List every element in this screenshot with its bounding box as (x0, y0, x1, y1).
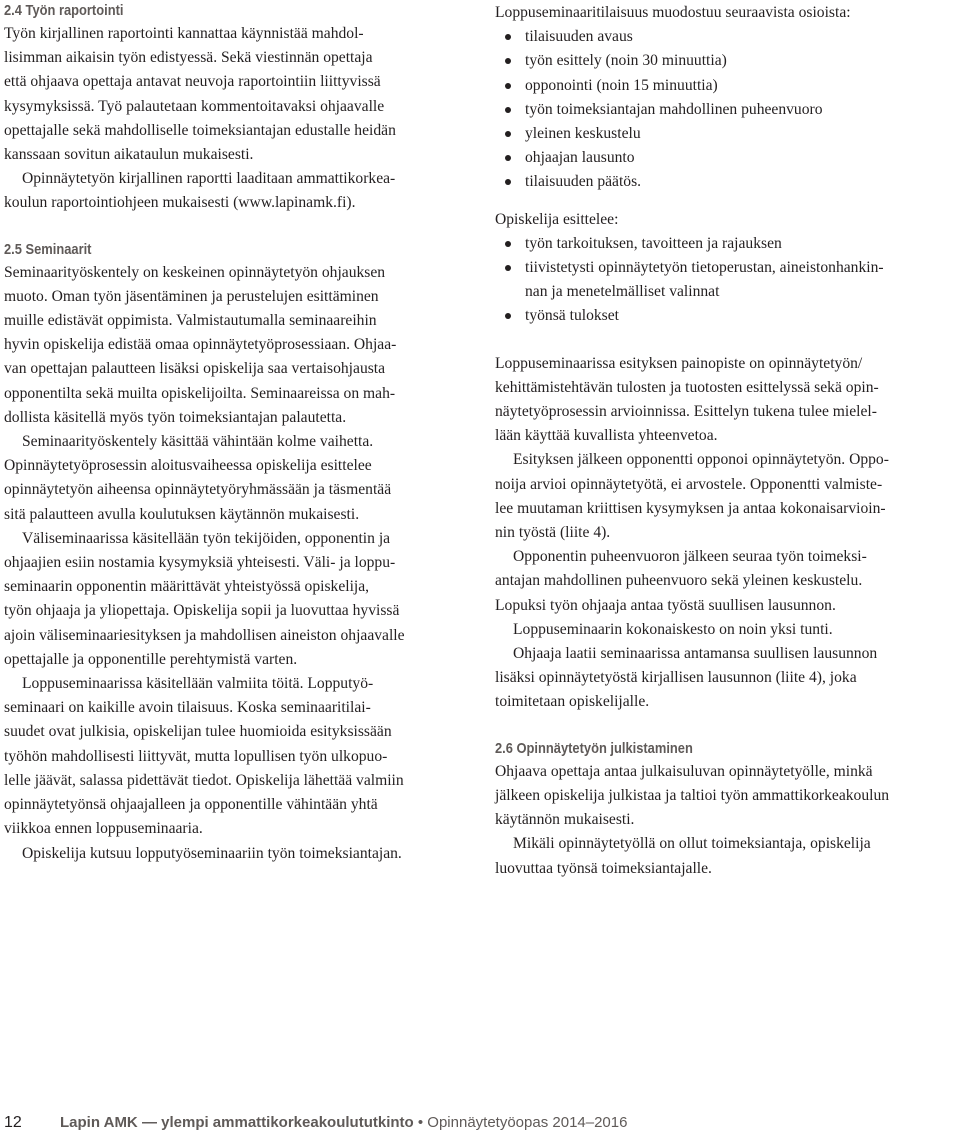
list-intro: Loppuseminaaritilaisuus muodostuu seuraavista osioista: (495, 4, 851, 21)
text-line: Seminaarityöskentely on keskeinen opinnäytetyön ohjauksen (4, 263, 386, 281)
text-line: Opiskelija kutsuu lopputyöseminaariin työn toimeksiantajan. (22, 844, 402, 862)
bullet-icon (505, 241, 511, 247)
text-line: Esityksen jälkeen opponentti opponoi opinnäytetyön. Oppo- (513, 451, 889, 469)
text-line: kysymyksissä. Työ palautetaan kommentoitavaksi ohjaavalle (4, 97, 385, 115)
text-line: lisäksi opinnäytetyöstä kirjallisen lausunnon (liite 4), joka (495, 669, 857, 687)
left-column (4, 0, 470, 866)
footer-text (60, 1114, 627, 1131)
text-line: Ohjaaja laatii seminaarissa antamansa suullisen lausunnon (513, 645, 878, 663)
text-line: lee muutaman kriittisen kysymyksen ja antaa kokonaisarvioin- (495, 499, 886, 517)
text-line: opinnäytetyönsä ohjaajalleen ja opponentille vähintään yhtä (4, 796, 378, 814)
text-line: seminaarin opponentin määrittävät yhteistyössä opiskelija, (4, 578, 370, 596)
list-item: työnsä tulokset (495, 304, 957, 328)
list-item: työn esittely (noin 30 minuuttia) (495, 49, 957, 73)
section-heading-2-5: 2.5 Seminaarit (4, 240, 92, 258)
footer-program: ylempi ammattikorkeakoulututkinto (161, 1114, 414, 1131)
text-line: Opponentin puheenvuoron jälkeen seuraa työn toimeksi- (513, 548, 867, 566)
student-presents-list (495, 232, 957, 329)
text-line: muoto. Oman työn jäsentäminen ja perustelujen esittäminen (4, 287, 379, 305)
text-line: ajoin väliseminaariesityksen ja mahdollisen aineiston ohjaavalle (4, 626, 405, 644)
text-line: ohjaajien esiin nostamia kysymyksiä yhteisesti. Väli- ja loppu- (4, 554, 396, 572)
text-line: kehittämistehtävän tulosten ja tuotosten esittelyssä sekä opin- (495, 378, 879, 396)
text-line: Opinnäytetyöprosessin aloitusvaiheessa opiskelija esittelee (4, 457, 372, 475)
list-item: opponointi (noin 15 minuuttia) (495, 74, 957, 98)
text-line: Mikäli opinnäytetyöllä on ollut toimeksiantaja, opiskelija (513, 835, 871, 853)
text-line: Loppuseminaarissa käsitellään valmiita töitä. Lopputyö- (22, 675, 374, 693)
text-line: luovuttaa työnsä toimeksiantajalle. (495, 859, 712, 877)
text-line: lään käyttää kuvallista yhteenvetoa. (495, 427, 718, 445)
text-line: Lopuksi työn ohjaaja antaa työstä suullisen lausunnon. (495, 596, 836, 614)
bullet-icon (505, 155, 511, 161)
text-line: Työn kirjallinen raportointi kannattaa käynnistää mahdol- (4, 25, 364, 42)
bullet-icon (505, 313, 511, 319)
list-item: työn toimeksiantajan mahdollinen puheenvuoro (495, 98, 957, 122)
right-column (495, 1, 957, 881)
list-item: tilaisuuden avaus (495, 25, 957, 49)
text-line: opponentilta sekä muilta opiskelijoilta. Seminaareissa on mah- (4, 384, 396, 402)
text-line: viikkoa ennen loppuseminaaria. (4, 820, 203, 838)
text-line: Opinnäytetyön kirjallinen raportti laaditaan ammattikorkea- (22, 170, 396, 188)
text-line: suudet ovat julkisia, opiskelijan tulee huomioida esityksissään (4, 723, 392, 741)
text-line: Loppuseminaarin kokonaiskesto on noin yksi tunti. (513, 620, 833, 638)
list-item: tilaisuuden päätös. (495, 170, 957, 194)
seminar-parts-list (495, 25, 957, 194)
bullet-icon (505, 179, 511, 185)
text-line: että ohjaava opettaja antavat neuvoja raportointiin liittyvissä (4, 73, 381, 91)
section-heading-2-6: 2.6 Opinnäytetyön julkistaminen (495, 739, 693, 757)
bullet-icon (505, 131, 511, 137)
text-line: noija arvioi opinnäytetyötä, ei arvostele. Opponentti valmiste- (495, 475, 883, 493)
text-line: hyvin opiskelija edistää omaa opinnäytetyöprosessiaan. Ohjaa- (4, 336, 397, 354)
text-line: koulun raportointiohjeen mukaisesti (www.lapinamk.fi). (4, 194, 356, 212)
text-line: opettajalle ja opponentille perehtymistä varten. (4, 650, 298, 668)
text-line: työhön mahdollisesti liittyvät, mutta lopullisen työn ulkopuo- (4, 747, 388, 765)
bullet-icon (505, 58, 511, 64)
text-line: dollista käsitellä myös työn toimeksiantajan palautetta. (4, 408, 347, 426)
text-line: sitä palautteen avulla koulutuksen käytännön mukaisesti. (4, 505, 360, 523)
text-line: Väliseminaarissa käsitellään työn tekijöiden, opponentin ja (22, 529, 391, 547)
text-line: opettajalle sekä mahdolliselle toimeksiantajan edustalle heidän (4, 121, 396, 139)
text-line: käytännön mukaisesti. (495, 811, 635, 829)
text-line: kanssaan sovitun aikataulun mukaisesti. (4, 146, 254, 164)
footer-dash: — (141, 1114, 157, 1131)
text-line: muille edistävät oppimista. Valmistautumalla seminaareihin (4, 312, 377, 330)
list-item: tiivistetysti opinnäytetyön tietoperustan, aineistonhankin- (495, 256, 957, 280)
text-line: Ohjaava opettaja antaa julkaisuluvan opinnäytetyölle, minkä (495, 762, 873, 780)
bullet-icon (505, 34, 511, 40)
text-line: nin työstä (liite 4). (495, 524, 611, 542)
list-item: työn tarkoituksen, tavoitteen ja rajauksen (495, 232, 957, 256)
text-line: lelle jäävät, salassa pidettävät tiedot. Opiskelija lähettää valmiin (4, 771, 404, 789)
list-item: ohjaajan lausunto (495, 146, 957, 170)
text-line: jälkeen opiskelija julkistaa ja taltioi työn ammattikorkeakoulun (495, 786, 890, 804)
list-intro: Opiskelija esittelee: (495, 210, 619, 228)
page-number: 12 (4, 1114, 22, 1131)
bullet-icon (505, 83, 511, 89)
section-heading-2-4: 2.4 Työn raportointi (4, 2, 124, 19)
text-line: näytetyöprosessin arvioinnissa. Esittelyn tukena tulee mielel- (495, 403, 877, 421)
footer-guide: Opinnäytetyöopas 2014–2016 (427, 1114, 628, 1131)
footer-dot: • (417, 1114, 424, 1131)
bullet-icon (505, 265, 511, 271)
text-line: Loppuseminaarissa esityksen painopiste on opinnäytetyön/ (495, 354, 863, 372)
text-line: lisimman aikaisin työn edistyessä. Sekä viestinnän opettaja (4, 49, 373, 67)
text-line: seminaari on kaikille avoin tilaisuus. Koska seminaaritilai- (4, 699, 371, 717)
list-item-continuation: nan ja menetelmälliset valinnat (525, 283, 720, 301)
text-line: van opettajan palautteen lisäksi opiskelija saa vertaisohjausta (4, 360, 386, 378)
list-item: yleinen keskustelu (495, 122, 957, 146)
text-line: Seminaarityöskentely käsittää vähintään kolme vaihetta. (22, 433, 374, 451)
page-footer (0, 1112, 960, 1136)
text-line: toimitetaan opiskelijalle. (495, 693, 650, 711)
text-line: työn ohjaaja ja yliopettaja. Opiskelija sopii ja luovuttaa hyvissä (4, 602, 400, 620)
text-line: antajan mahdollinen puheenvuoro sekä yleinen keskustelu. (495, 572, 863, 590)
footer-org: Lapin AMK (60, 1114, 138, 1131)
bullet-icon (505, 107, 511, 113)
text-line: opinnäytetyön aiheensa opinnäytetyöryhmässään ja täsmentää (4, 481, 392, 499)
